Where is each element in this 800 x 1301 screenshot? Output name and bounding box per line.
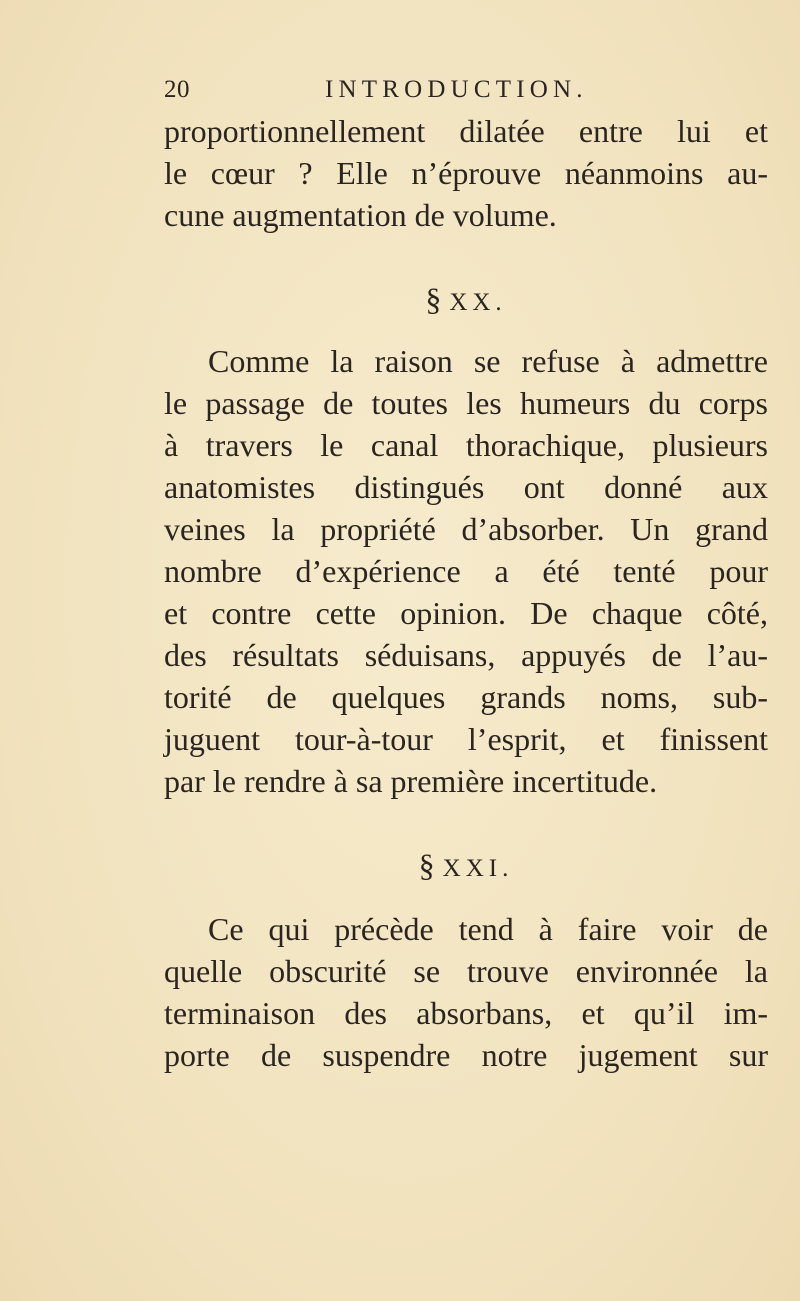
- paragraph-2: [164, 340, 768, 802]
- text-line: terminaison des absorbans, et qu’il im-: [164, 995, 768, 1031]
- section-symbol: §: [425, 281, 442, 317]
- text-line: Comme la raison se refuse à admettre: [208, 343, 768, 379]
- section-numeral: XXI.: [442, 855, 514, 882]
- section-heading-xx: [164, 278, 768, 320]
- text-line: le passage de toutes les humeurs du corps: [164, 385, 768, 421]
- text-line: anatomistes distingués ont donné aux: [164, 469, 768, 505]
- running-title: INTRODUCTION.: [325, 76, 588, 103]
- text-line: par le rendre à sa première incertitude.: [164, 763, 658, 799]
- section-symbol: §: [418, 847, 435, 883]
- text-line: quelle obscurité se trouve environnée la: [164, 953, 768, 989]
- text-line: cune augmentation de volume.: [164, 197, 557, 233]
- text-line: nombre d’expérience a été tenté pour: [164, 553, 768, 589]
- text-line: juguent tour-à-tour l’esprit, et finissent: [164, 721, 768, 757]
- text-line: porte de suspendre notre jugement sur: [164, 1037, 768, 1073]
- page-number: 20: [164, 76, 190, 103]
- paragraph-1: [164, 110, 768, 236]
- section-heading-xxi: [164, 844, 768, 886]
- paragraph-3: [164, 908, 768, 1076]
- text-line: Ce qui précède tend à faire voir de: [208, 911, 768, 947]
- text-line: torité de quelques grands noms, sub-: [164, 679, 768, 715]
- text-line: et contre cette opinion. De chaque côté,: [164, 595, 768, 631]
- book-page: [164, 76, 768, 1076]
- running-head: [164, 76, 768, 110]
- section-numeral: XX.: [449, 289, 507, 316]
- text-line: veines la propriété d’absorber. Un grand: [164, 511, 768, 547]
- text-line: proportionnellement dilatée entre lui et: [164, 113, 768, 149]
- text-line: le cœur ? Elle n’éprouve néanmoins au-: [164, 155, 768, 191]
- text-line: à travers le canal thorachique, plusieurs: [164, 427, 768, 463]
- text-line: des résultats séduisans, appuyés de l’au-: [164, 637, 768, 673]
